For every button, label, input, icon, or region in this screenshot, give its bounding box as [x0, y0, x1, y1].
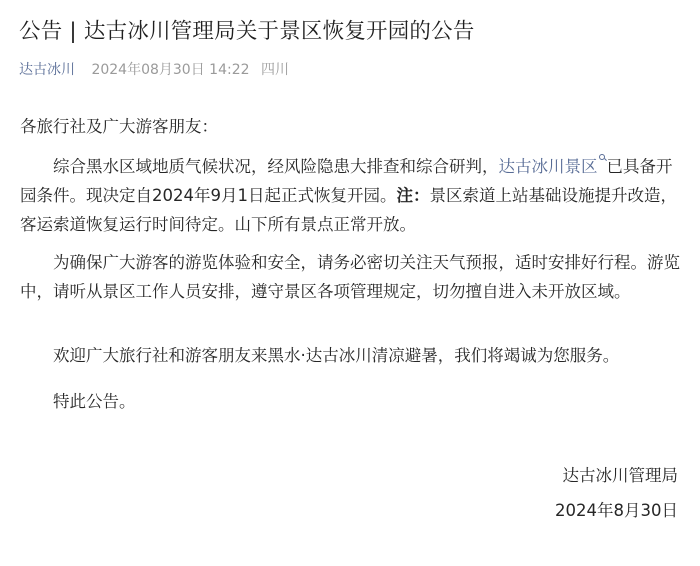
paragraph-reopening [20, 152, 680, 239]
signature-date: 2024年8月30日 [555, 501, 678, 520]
note-text: 景区索道上站基础设施提升改造，客运索道恢复运行时间待定。山下所有景点正常开放。 [20, 186, 677, 234]
paragraph-safety: 为确保广大游客的游览体验和安全，请务必密切关注天气预报，适时安排好行程。游览中，请听从景区工作人员安排，遵守景区各项管理规定，切勿擅自进入未开放区域。 [20, 253, 680, 301]
paragraph-text: 综合黑水区域地质气候状况，经风险隐患大排查和综合研判， [53, 157, 499, 176]
publish-location: 四川 [260, 62, 289, 78]
publish-date: 2024年08月30日 14:22 [91, 62, 250, 78]
signature-organization: 达古冰川管理局 [562, 466, 678, 485]
paragraph-text: 已具备开园条件。现决定自2024年9月1日起正式恢复开园。 [20, 157, 673, 205]
paragraph-closing: 特此公告。 [53, 392, 136, 411]
author-link[interactable]: 达古冰川 [19, 62, 75, 78]
article-title: 公告 | 达古冰川管理局关于景区恢复开园的公告 [19, 19, 475, 44]
salutation: 各旅行社及广大游客朋友： [20, 117, 218, 136]
paragraph-welcome: 欢迎广大旅行社和游客朋友来黑水·达古冰川清凉避暑，我们将竭诚为您服务。 [53, 346, 620, 365]
article-meta [19, 60, 289, 80]
scenic-area-link[interactable]: 达古冰川景区 [498, 157, 598, 176]
search-icon[interactable] [599, 152, 606, 164]
note-label: 注： [396, 186, 430, 205]
